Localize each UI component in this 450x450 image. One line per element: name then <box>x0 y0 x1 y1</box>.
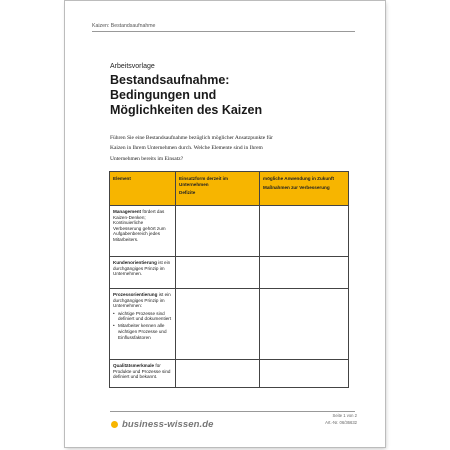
table-row <box>110 289 349 360</box>
column-subheader-deficits: Defizite <box>179 190 196 196</box>
document-kicker: Arbeitsvorlage <box>110 63 155 70</box>
column-header-current-use: Einsatzform derzeit im Unternehmen Defizite <box>176 172 260 206</box>
element-cell <box>110 360 176 388</box>
page-number: Seite 1 von 2 <box>332 413 357 418</box>
element-description: fördert das Kaizen-Denken; Kontinuierliche Verbesserung gehört zum Aufgabenbereich jedes Mitarbeiters. <box>113 209 166 242</box>
header-divider <box>92 31 355 32</box>
intro-line: Unternehmen bereits im Einsatz? <box>110 155 184 162</box>
intro-paragraph <box>110 133 350 164</box>
column-subheader-measures: Maßnahmen zur Verbesserung <box>263 184 330 190</box>
assessment-table <box>109 171 349 388</box>
element-bullet-list <box>113 311 172 340</box>
bullet-item: • wichtige Prozesse sind definiert und dokumentiert <box>113 311 172 322</box>
title-line: Möglichkeiten des Kaizen <box>110 103 263 117</box>
table-row <box>110 360 349 388</box>
bullet-item: • Mitarbeiter kennen alle wichtigen Prozesse und Einflussfaktoren <box>113 323 172 340</box>
document-page <box>65 1 385 447</box>
element-term: Prozessorientierung <box>113 292 158 297</box>
element-term: Kundenorientierung <box>113 260 157 265</box>
current-use-cell[interactable] <box>176 360 260 388</box>
future-use-cell[interactable] <box>260 206 349 257</box>
column-header-element: Element <box>110 172 176 206</box>
current-use-cell[interactable] <box>176 206 260 257</box>
table-row <box>110 206 349 257</box>
brand-logo[interactable] <box>111 418 214 430</box>
footer-divider <box>110 411 355 412</box>
future-use-cell[interactable] <box>260 257 349 289</box>
element-cell <box>110 289 176 360</box>
document-title <box>110 73 340 118</box>
future-use-cell[interactable] <box>260 360 349 388</box>
intro-line: Kaizen in Ihrem Unternehmen durch. Welche Elemente sind in Ihrem <box>110 145 263 152</box>
element-cell <box>110 206 176 257</box>
running-header: Kaizen: Bestandsaufnahme <box>92 23 156 29</box>
element-term: Qualitätsmerkmale <box>113 363 155 368</box>
element-term: Management <box>113 209 142 214</box>
element-description: für Produkte und Prozesse sind definiert und bekannt. <box>113 363 171 380</box>
column-header-future-use: mögliche Anwendung in Zukunft Maßnahmen zur Verbesserung <box>260 172 349 206</box>
element-cell <box>110 257 176 289</box>
article-number: Art.-Nr. 06/36632 <box>325 419 357 425</box>
table-row <box>110 257 349 289</box>
current-use-cell[interactable] <box>176 289 260 360</box>
element-description: ist ein durchgängiges Prinzip im Unternehmen. <box>113 260 171 277</box>
element-description: ist ein durchgängiges Prinzip im Unternehmen: <box>113 292 171 309</box>
brand-logo-text: business-wissen.de <box>122 418 214 430</box>
intro-line: Führen Sie eine Bestandsaufnahme bezüglich möglicher Ansatzpunkte für <box>110 135 273 141</box>
title-line: Bedingungen und <box>110 88 217 102</box>
title-line: Bestandsaufnahme: <box>110 73 230 87</box>
table-header-row <box>110 172 349 206</box>
page-meta <box>325 413 357 426</box>
orange-dot-icon <box>111 421 118 428</box>
current-use-cell[interactable] <box>176 257 260 289</box>
future-use-cell[interactable] <box>260 289 349 360</box>
